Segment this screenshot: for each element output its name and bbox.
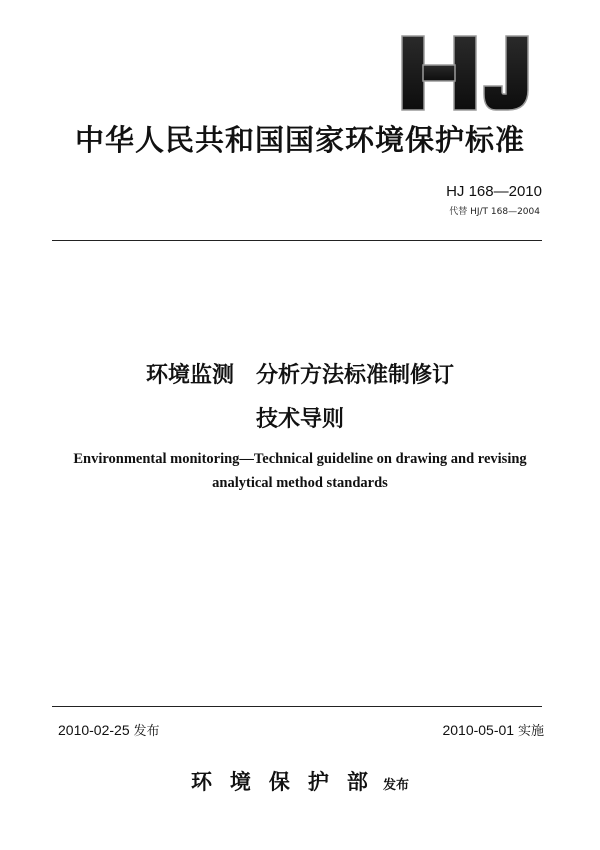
hj-logo-svg [398, 32, 538, 114]
title-cn-line-1: 环境监测 分析方法标准制修订 [145, 363, 454, 388]
title-en-line-1: Environmental monitoring—Technical guideline on drawing and revising [73, 451, 527, 467]
top-divider [52, 240, 542, 241]
standard-number: HJ 168—2010 [446, 183, 542, 200]
issuer-name: 环境保护部 [190, 769, 386, 794]
title-en-line-2: analytical method standards [212, 475, 388, 491]
issue-date [58, 720, 160, 739]
issue-date-label: 发布 [133, 724, 160, 739]
effective-date [442, 720, 544, 739]
hj-logo-icon [398, 32, 538, 114]
effective-date-value: 2010-05-01 [442, 722, 515, 738]
effective-date-label: 实施 [517, 724, 544, 739]
issuer [0, 766, 600, 796]
national-standard-title: 中华人民共和国国家环境保护标准 [74, 123, 525, 157]
issue-date-value: 2010-02-25 [58, 722, 130, 738]
issuer-action: 发布 [383, 778, 410, 793]
bottom-divider [52, 706, 542, 707]
title-cn-line-2: 技术导则 [255, 407, 344, 432]
replaces-standard: 代替 HJ/T 168—2004 [449, 207, 540, 217]
